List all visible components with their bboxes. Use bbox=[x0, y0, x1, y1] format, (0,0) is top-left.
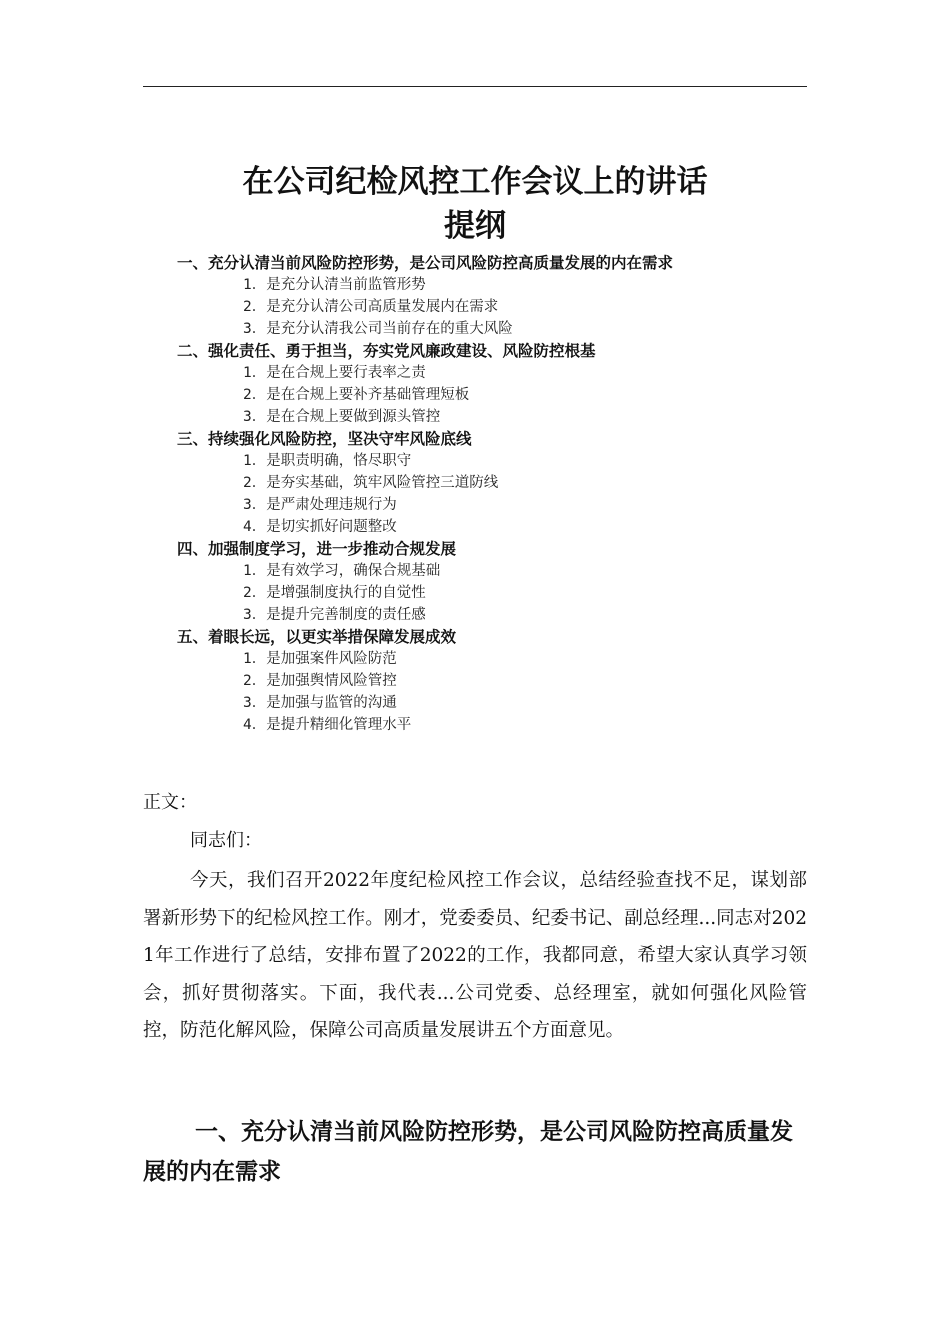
outline-heading-3: 三、持续强化风险防控，坚决守牢风险底线 bbox=[177, 430, 472, 448]
greeting: 同志们： bbox=[190, 830, 262, 851]
outline-item: 1．是在合规上要行表率之责 bbox=[243, 365, 426, 381]
outline-item: 3．是在合规上要做到源头管控 bbox=[243, 409, 441, 425]
outline-item: 1．是有效学习，确保合规基础 bbox=[243, 563, 441, 579]
outline-item: 2．是充分认清公司高质量发展内在需求 bbox=[243, 299, 499, 315]
outline-item: 2．是增强制度执行的自觉性 bbox=[243, 585, 426, 601]
outline-item: 3．是充分认清我公司当前存在的重大风险 bbox=[243, 321, 513, 337]
document-subtitle: 提纲 bbox=[444, 208, 506, 244]
outline-item: 2．是夯实基础，筑牢风险管控三道防线 bbox=[243, 475, 499, 491]
outline-item: 4．是提升精细化管理水平 bbox=[243, 717, 412, 733]
outline-item: 2．是在合规上要补齐基础管理短板 bbox=[243, 387, 470, 403]
document-title: 在公司纪检风控工作会议上的讲话 bbox=[242, 164, 708, 200]
section-1-heading: 一、充分认清当前风险防控形势，是公司风险防控高质量发展的内在需求 bbox=[143, 1119, 793, 1185]
header-rule bbox=[143, 86, 807, 87]
outline bbox=[177, 252, 817, 736]
outline-item: 1．是充分认清当前监管形势 bbox=[243, 277, 426, 293]
outline-item: 3．是提升完善制度的责任感 bbox=[243, 607, 426, 623]
outline-heading-1: 一、充分认清当前风险防控形势，是公司风险防控高质量发展的内在需求 bbox=[177, 254, 674, 272]
body-label: 正文： bbox=[143, 792, 197, 813]
outline-item: 1．是职责明确，恪尽职守 bbox=[243, 453, 412, 469]
outline-heading-4: 四、加强制度学习，进一步推动合规发展 bbox=[177, 540, 457, 558]
outline-item: 2．是加强舆情风险管控 bbox=[243, 673, 397, 689]
outline-item: 1．是加强案件风险防范 bbox=[243, 651, 397, 667]
body-paragraph: 今天，我们召开2022年度纪检风控工作会议，总结经验查找不足，谋划部署新形势下的纪检风控工作。刚才，党委委员、纪委书记、副总经理...同志对2021年工作进行了总结，安排布置了2022的工作，我都同意，希望大家认真学习领会，抓好贯彻落实。下面，我代表...公司党委、总经理室，就如何强化风险管控，防范化解风险，保障公司高质量发展讲五个方面意见。 bbox=[143, 870, 807, 1041]
outline-heading-5: 五、着眼长远，以更实举措保障发展成效 bbox=[177, 628, 457, 646]
outline-heading-2: 二、强化责任、勇于担当，夯实党风廉政建设、风险防控根基 bbox=[177, 342, 596, 360]
outline-item: 3．是加强与监管的沟通 bbox=[243, 695, 397, 711]
outline-item: 4．是切实抓好问题整改 bbox=[243, 519, 397, 535]
outline-item: 3．是严肃处理违规行为 bbox=[243, 497, 397, 513]
